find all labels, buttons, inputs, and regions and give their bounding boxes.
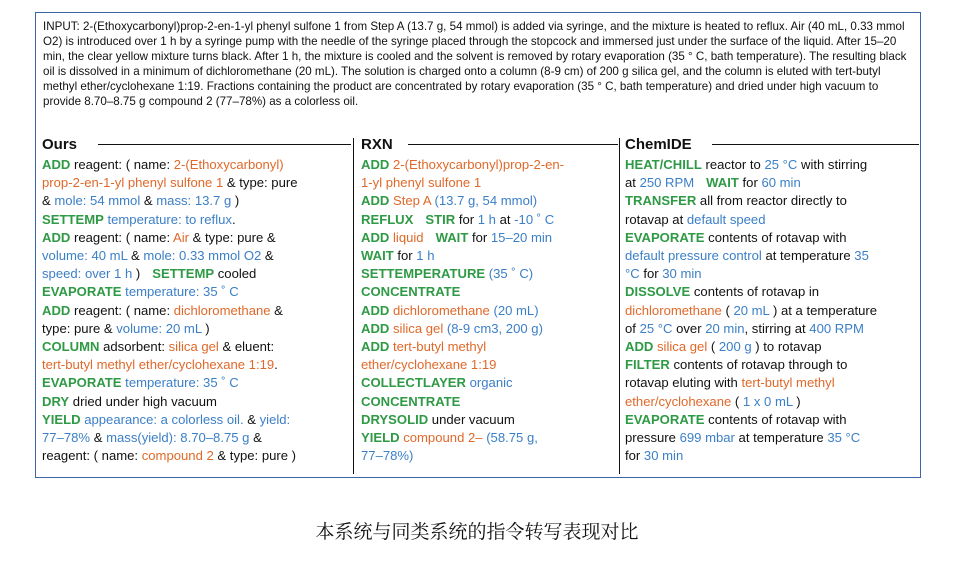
plain-text: ( (721, 302, 734, 318)
instruction-keyword: ADD (42, 229, 71, 245)
rxn-column (361, 136, 617, 465)
chemide-instruction-line (625, 302, 919, 320)
rxn-lines (361, 156, 617, 465)
ours-instruction-line (42, 411, 350, 429)
rxn-instruction-line (361, 356, 617, 374)
parameter-value: temperature: 35 ˚ C (121, 284, 239, 300)
chemide-instruction-line (625, 229, 919, 247)
plain-text: rotavap eluting with (625, 375, 742, 391)
parameter-value: (13.7 g, 54 mmol) (430, 193, 538, 209)
reagent-name: silica gel (389, 320, 444, 336)
chemide-instruction-line (625, 356, 919, 374)
rxn-instruction-line (361, 302, 617, 320)
plain-text: contents of rotavap with (704, 229, 847, 245)
ours-instruction-line (42, 174, 350, 192)
chemide-instruction-line (625, 174, 919, 192)
instruction-keyword: EVAPORATE (625, 411, 705, 427)
plain-text: & (261, 248, 274, 264)
instruction-keyword: SETTEMP (152, 266, 215, 282)
chemide-instruction-line (625, 393, 919, 411)
plain-text: ) (231, 193, 240, 209)
divider-ours-rxn (353, 138, 354, 474)
parameter-value: °C (625, 266, 640, 282)
parameter-value: 77–78%) (361, 448, 414, 464)
parameter-value: 20 mL (733, 302, 770, 318)
parameter-value: 35 (854, 248, 869, 264)
parameter-value: 250 RPM (639, 175, 695, 191)
rxn-instruction-line (361, 320, 617, 338)
rxn-instruction-line (361, 229, 617, 247)
rxn-instruction-line (361, 447, 617, 465)
divider-rxn-chemide (619, 138, 620, 474)
input-paragraph: INPUT: 2-(Ethoxycarbonyl)prop-2-en-1-yl phenyl sulfone 1 from Step A (13.7 g, 54 mmol) is added via syringe, and the mixture is heated to reflux. Air (40 mL, 0.33 mmol O2) is introduced over 1 h by a syringe pump with the needle of the syringe placed through the stopcock and immersed just under the surface of the liquid. After 15–20 min, the clear yellow mixture turns black. After 1 h, the mixture is cooled and the solvent is removed by rotary evaporation (35 ° C, bath temperature). The resulting black oil is dissolved in a minimum of dichloromethane (20 mL). The solution is charged onto a column (8-9 cm) of 200 g silica gel, and the column is eluted with tert-butyl methyl ether/cyclohexane 1:19. Fractions containing the product are concentrated by rotary evaporation (35 ° C, bath temperature) and dried under high vacuum to provide 8.70–8.75 g compound 2 (77–78%) as a colorless oil. (43, 20, 907, 109)
reagent-name: dichloromethane (625, 302, 722, 318)
instruction-keyword: DRYSOLID (361, 411, 429, 427)
ours-instruction-line (42, 356, 350, 374)
parameter-value: -10 ˚ C (514, 211, 555, 227)
plain-text: . (274, 357, 278, 373)
parameter-value: 699 mbar (679, 430, 735, 446)
ours-lines (42, 156, 350, 465)
plain-text: contents of rotavap through to (669, 357, 848, 373)
rxn-title: RXN (361, 136, 393, 153)
plain-text: for (625, 448, 644, 464)
instruction-keyword: SETTEMPERATURE (361, 266, 486, 282)
parameter-value: 1 h (477, 211, 496, 227)
instruction-keyword: ADD (361, 193, 390, 209)
reagent-name: 2-(Ethoxycarbonyl) (173, 157, 284, 172)
instruction-keyword: ADD (361, 339, 390, 355)
ours-instruction-line (42, 338, 350, 356)
reagent-name: Air (173, 229, 190, 245)
reagent-name: tert-butyl methyl (389, 339, 487, 355)
parameter-value: volume: 40 mL (42, 248, 128, 264)
parameter-value: speed: over 1 h (42, 266, 133, 282)
chemide-lines (625, 156, 919, 465)
plain-text: rotavap at (625, 211, 687, 227)
parameter-value: 25 °C (764, 157, 798, 172)
plain-text: ) (201, 320, 210, 336)
plain-text: reactor to (701, 157, 765, 172)
ours-instruction-line (42, 447, 350, 465)
instruction-keyword: HEAT/CHILL (625, 157, 702, 172)
rxn-instruction-line (361, 338, 617, 356)
instruction-keyword: DRY (42, 393, 70, 409)
parameter-value: 400 RPM (809, 320, 864, 336)
instruction-keyword: YIELD (42, 411, 81, 427)
chemide-title: ChemIDE (625, 136, 692, 153)
plain-text: & type: pure & (189, 229, 276, 245)
plain-text: at temperature (734, 430, 828, 446)
instruction-keyword: ADD (361, 320, 390, 336)
ours-instruction-line (42, 374, 350, 392)
instruction-keyword: COLUMN (42, 339, 100, 355)
instruction-keyword: FILTER (625, 357, 670, 373)
instruction-keyword: ADD (361, 302, 390, 318)
parameter-value: default speed (686, 211, 766, 227)
plain-text: & type: pure ) (213, 448, 297, 464)
chemide-column (625, 136, 919, 465)
figure-caption: 本系统与同类系统的指令转写表现对比 (315, 521, 639, 543)
parameter-value: organic (466, 375, 513, 391)
rxn-instruction-line (361, 374, 617, 392)
plain-text: ) (132, 266, 141, 282)
parameter-value: 30 min (662, 266, 702, 282)
reagent-name: tert-butyl methyl ether/cyclohexane 1:19 (42, 357, 275, 373)
reagent-name: ether/cyclohexane (625, 393, 732, 409)
parameter-value: 77–78% (42, 430, 91, 446)
plain-text: for (468, 229, 491, 245)
parameter-value: 25 °C (639, 320, 673, 336)
plain-text: reagent: ( name: (70, 302, 174, 318)
ours-instruction-line (42, 320, 350, 338)
ours-instruction-line (42, 211, 350, 229)
reagent-name: dichloromethane (173, 302, 271, 318)
chemide-instruction-line (625, 192, 919, 210)
instruction-keyword: DISSOLVE (625, 284, 691, 300)
parameter-value: volume: 20 mL (116, 320, 202, 336)
instruction-keyword: ADD (361, 157, 390, 172)
ours-instruction-line (42, 265, 350, 283)
chemide-instruction-line (625, 211, 919, 229)
plain-text: & (42, 193, 55, 209)
ours-instruction-line (42, 192, 350, 210)
parameter-value: appearance: a colorless oil. (80, 411, 244, 427)
plain-text: of (625, 320, 640, 336)
plain-text: & eluent: (218, 339, 275, 355)
chemide-instruction-line (625, 338, 919, 356)
plain-text: contents of rotavap in (690, 284, 820, 300)
plain-text: reagent: ( name: (70, 157, 174, 172)
plain-text: ( (731, 393, 743, 409)
ours-instruction-line (42, 156, 350, 174)
plain-text: , stirring at (744, 320, 810, 336)
plain-text: reagent: ( name: (70, 229, 174, 245)
parameter-value: (35 ˚ C) (485, 266, 534, 282)
instruction-keyword: CONCENTRATE (361, 393, 461, 409)
rxn-instruction-line (361, 411, 617, 429)
parameter-value: 20 min (705, 320, 745, 336)
plain-text: & (249, 430, 262, 446)
reagent-name: prop-2-en-1-yl phenyl sulfone 1 (42, 175, 224, 191)
instruction-keyword: YIELD (361, 430, 400, 446)
instruction-keyword: WAIT (435, 229, 469, 245)
reagent-name: dichloromethane (389, 302, 490, 318)
instruction-keyword: ADD (42, 157, 71, 172)
rxn-instruction-line (361, 192, 617, 210)
plain-text: at temperature (761, 248, 855, 264)
parameter-value: mass(yield): 8.70–8.75 g (106, 430, 250, 446)
reagent-name: compound 2 (141, 448, 214, 464)
parameter-value: (20 mL) (489, 302, 539, 318)
ours-instruction-line (42, 429, 350, 447)
reagent-name: ether/cyclohexane 1:19 (361, 357, 497, 373)
plain-text: for (393, 248, 417, 264)
plain-text: reagent: ( name: (42, 448, 142, 464)
parameter-value: (8-9 cm3, 200 g) (443, 320, 543, 336)
instruction-keyword: REFLUX (361, 211, 414, 227)
parameter-value: mole: 0.33 mmol O2 (143, 248, 262, 264)
parameter-value: temperature: to reflux (103, 211, 232, 227)
parameter-value: (58.75 g, (482, 430, 538, 446)
plain-text: ) (792, 393, 801, 409)
reagent-name: 2-(Ethoxycarbonyl)prop-2-en- (389, 157, 565, 172)
instruction-keyword: WAIT (361, 248, 394, 264)
plain-text: all from reactor directly to (696, 193, 847, 209)
plain-text: ( (707, 339, 719, 355)
plain-text: . (231, 211, 236, 227)
plain-text: ) at a temperature (769, 302, 878, 318)
plain-text: ) to rotavap (751, 339, 822, 355)
chemide-instruction-line (625, 247, 919, 265)
rxn-instruction-line (361, 156, 617, 174)
parameter-value: 1 x 0 mL (742, 393, 793, 409)
parameter-value: 60 min (761, 175, 801, 191)
plain-text: & type: pure (223, 175, 298, 191)
reagent-name: 1-yl phenyl sulfone 1 (361, 175, 482, 191)
parameter-value: default pressure control (625, 248, 762, 264)
instruction-keyword: EVAPORATE (42, 284, 122, 300)
rxn-instruction-line (361, 283, 617, 301)
rxn-instruction-line (361, 247, 617, 265)
plain-text: contents of rotavap with (704, 411, 847, 427)
plain-text: for (738, 175, 762, 191)
reagent-name: tert-butyl methyl (741, 375, 835, 391)
chemide-instruction-line (625, 265, 919, 283)
plain-text: at (625, 175, 640, 191)
reagent-name: compound 2– (399, 430, 483, 446)
plain-text: for (639, 266, 663, 282)
chemide-instruction-line (625, 429, 919, 447)
reagent-name: silica gel (168, 339, 219, 355)
instruction-keyword: SETTEMP (42, 211, 104, 227)
instruction-keyword: STIR (425, 211, 456, 227)
plain-text: & (140, 193, 157, 209)
plain-text: adsorbent: (99, 339, 169, 355)
chemide-instruction-line (625, 374, 919, 392)
instruction-keyword: CONCENTRATE (361, 284, 461, 300)
reagent-name: silica gel (653, 339, 708, 355)
chemide-instruction-line (625, 156, 919, 174)
ours-instruction-line (42, 229, 350, 247)
plain-text: at (495, 211, 515, 227)
plain-text: & (127, 248, 144, 264)
instruction-keyword: TRANSFER (625, 193, 697, 209)
plain-text: & (243, 411, 260, 427)
parameter-value: mass: 13.7 g (156, 193, 232, 209)
instruction-keyword: EVAPORATE (625, 229, 705, 245)
rxn-instruction-line (361, 265, 617, 283)
plain-text: & (90, 430, 107, 446)
instruction-keyword: WAIT (706, 175, 739, 191)
chemide-instruction-line (625, 411, 919, 429)
instruction-keyword: COLLECTLAYER (361, 375, 466, 391)
ours-column (42, 136, 350, 465)
plain-text: over (672, 320, 706, 336)
chemide-instruction-line (625, 447, 919, 465)
parameter-value: 1 h (416, 248, 435, 264)
ours-instruction-line (42, 302, 350, 320)
rxn-instruction-line (361, 429, 617, 447)
ours-instruction-line (42, 283, 350, 301)
plain-text: for (455, 211, 478, 227)
chemide-instruction-line (625, 320, 919, 338)
parameter-value: mole: 54 mmol (54, 193, 141, 209)
instruction-keyword: ADD (42, 302, 71, 318)
plain-text: pressure (625, 430, 680, 446)
parameter-value: 30 min (643, 448, 684, 464)
parameter-value: 35 °C (827, 430, 861, 446)
plain-text: cooled (214, 266, 257, 282)
reagent-name: Step A (389, 193, 431, 209)
plain-text: type: pure & (42, 320, 117, 336)
rxn-instruction-line (361, 211, 617, 229)
instruction-keyword: ADD (361, 229, 390, 245)
rxn-instruction-line (361, 393, 617, 411)
comparison-figure (35, 12, 921, 478)
plain-text: with stirring (797, 157, 868, 172)
parameter-value: 15–20 min (490, 229, 553, 245)
parameter-value: temperature: 35 ˚ C (121, 375, 239, 391)
parameter-value: 200 g (718, 339, 752, 355)
plain-text: & (270, 302, 283, 318)
instruction-keyword: EVAPORATE (42, 375, 122, 391)
plain-text: dried under high vacuum (69, 393, 217, 409)
instruction-keyword: ADD (625, 339, 654, 355)
plain-text: under vacuum (428, 411, 515, 427)
ours-instruction-line (42, 247, 350, 265)
ours-instruction-line (42, 393, 350, 411)
chemide-instruction-line (625, 283, 919, 301)
parameter-value: yield: (259, 411, 291, 427)
ours-title: Ours (42, 136, 78, 153)
reagent-name: liquid (389, 229, 424, 245)
rxn-instruction-line (361, 174, 617, 192)
